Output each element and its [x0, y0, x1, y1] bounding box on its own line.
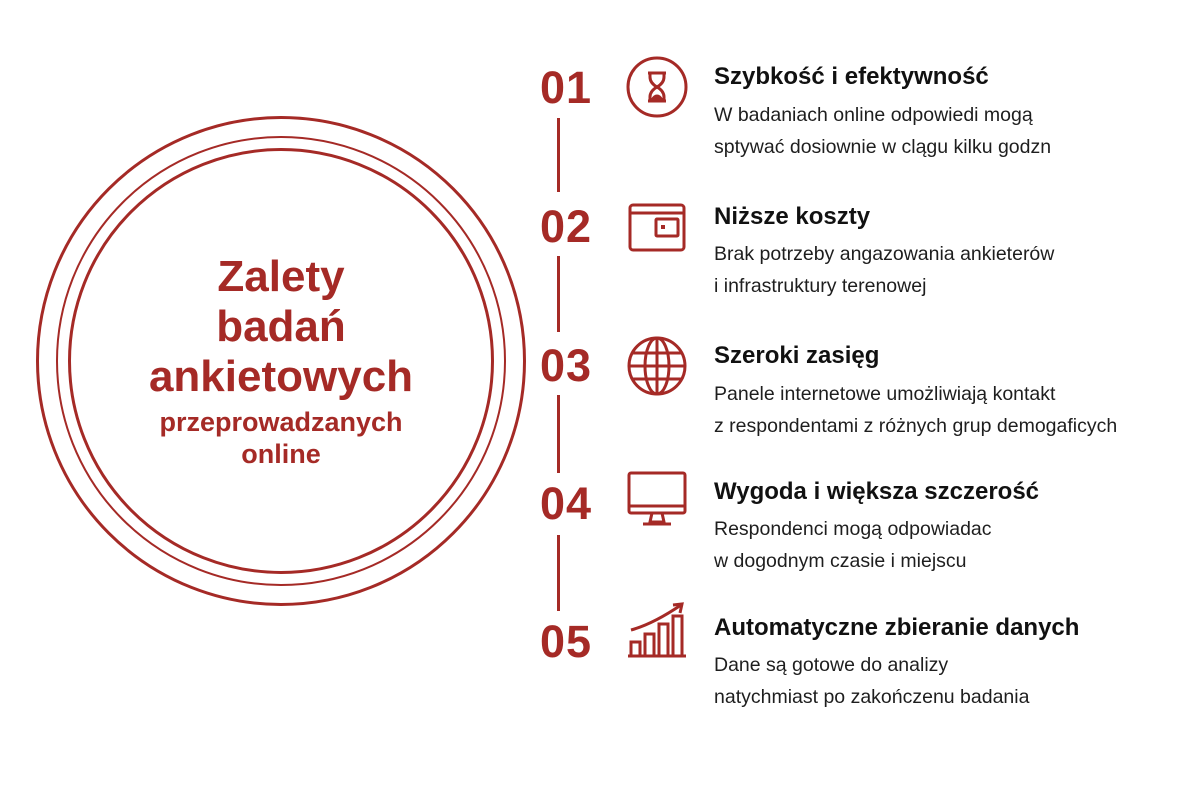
- item-description: [714, 649, 1029, 713]
- item-title: Automatyczne zbieranie danych: [714, 614, 1080, 641]
- item-number: 02: [540, 201, 593, 252]
- item-description-line: Respondenci mogą odpowiadac: [714, 518, 992, 540]
- timeline-connector: [557, 256, 560, 332]
- monitor-icon: [625, 468, 689, 532]
- item-description: [714, 99, 1051, 163]
- item-number: 04: [540, 478, 593, 529]
- item-title: Szeroki zasięg: [714, 342, 880, 369]
- heading-line-1: Zalety: [217, 252, 345, 301]
- item-title: Wygoda i większa szczerość: [714, 478, 1040, 505]
- heading-circle: [36, 116, 526, 606]
- heading-line-3: ankietowych: [148, 352, 414, 401]
- item-description-line: w dogodnym czasie i miejscu: [714, 550, 967, 572]
- globe-icon: [625, 334, 689, 398]
- item-description-line: i infrastruktury terenowej: [714, 275, 927, 297]
- item-description-line: Panele internetowe umożliwiają kontakt: [714, 383, 1056, 405]
- item-title: Szybkość i efektywność: [714, 63, 989, 90]
- item-description-line: z respondentami z różnych grup demogaficych: [714, 415, 1118, 437]
- item-description-line: Dane są gotowe do analizy: [714, 654, 949, 676]
- item-description: [714, 513, 992, 577]
- timeline-connector: [557, 395, 560, 473]
- growth-chart-icon: [625, 600, 689, 664]
- item-title: Niższe koszty: [714, 203, 871, 230]
- timeline-connector: [557, 535, 560, 611]
- item-description-line: Brak potrzeby angazowania ankieterów: [714, 243, 1055, 265]
- item-description: [714, 378, 1117, 442]
- heading-line-5: online: [241, 439, 321, 469]
- heading-line-2: badań: [216, 302, 346, 351]
- item-number: 03: [540, 340, 593, 391]
- item-number: 05: [540, 616, 593, 667]
- item-description: [714, 238, 1054, 302]
- hourglass-icon: [625, 55, 689, 119]
- heading-line-4: przeprowadzanych: [159, 407, 403, 437]
- heading-title: [36, 116, 526, 606]
- item-description-line: sptywać dosiownie w clągu kilku godzn: [714, 136, 1052, 158]
- item-description-line: W badaniach online odpowiedi mogą: [714, 104, 1033, 126]
- item-number: 01: [540, 62, 593, 113]
- timeline-connector: [557, 118, 560, 192]
- item-description-line: natychmiast po zakończenu badania: [714, 686, 1030, 708]
- wallet-icon: [625, 196, 689, 260]
